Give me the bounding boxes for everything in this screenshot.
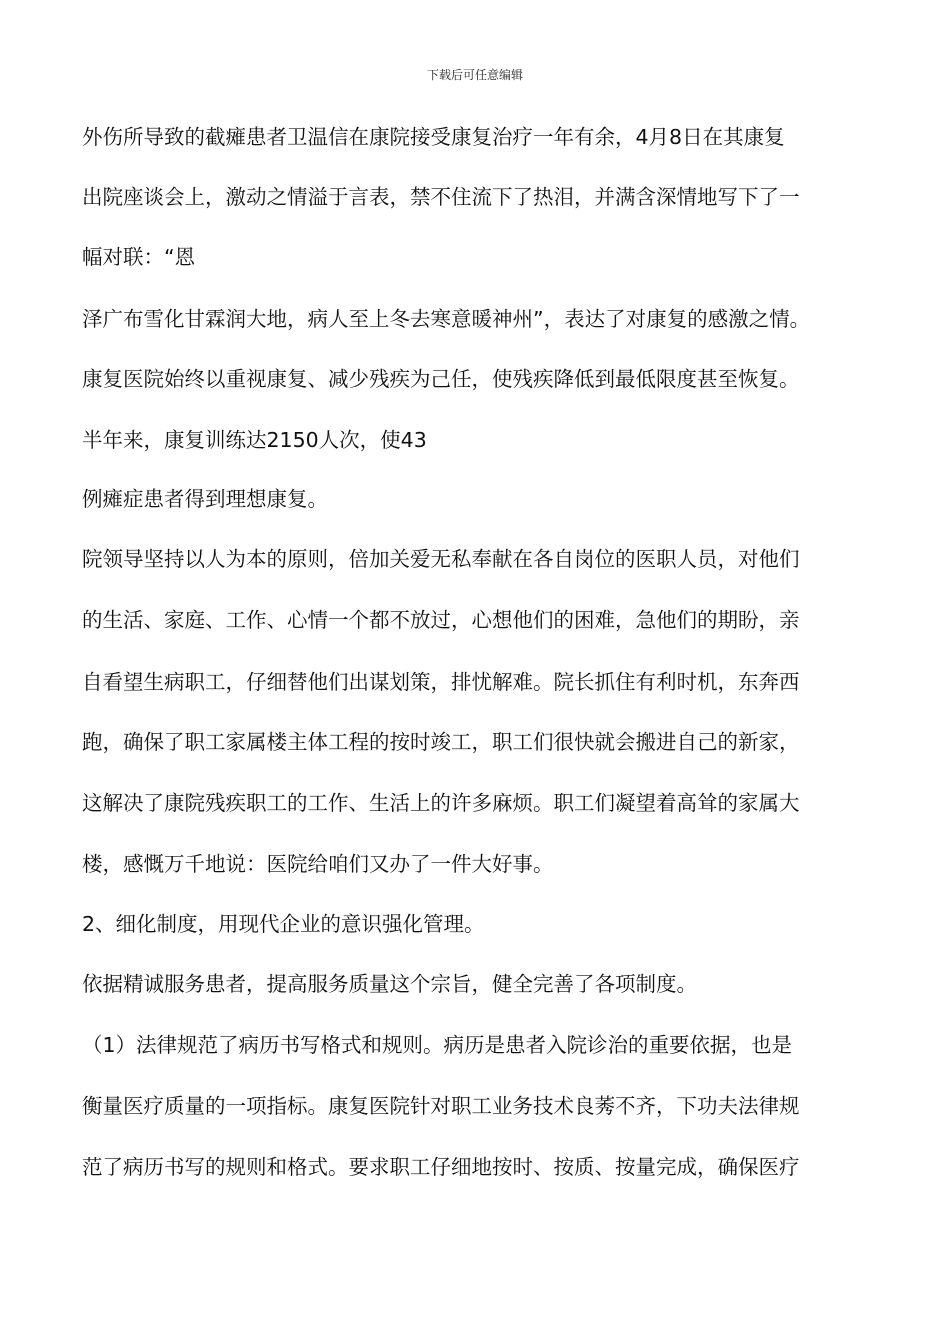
paragraph-line: 跑，确保了职工家属楼主体工程的按时竣工，职工们很快就会搬进自己的新家， — [82, 730, 800, 754]
section-heading: 2、细化制度，用现代企业的意识强化管理。 — [82, 912, 485, 936]
paragraph-line: 例瘫症患者得到理想康复。 — [82, 487, 328, 511]
paragraph-line: 出院座谈会上，激动之情溢于言表，禁不住流下了热泪，并满含深情地写下了一 — [82, 185, 800, 209]
paragraph-line: 衡量医疗质量的一项指标。康复医院针对职工业务技术良莠不齐，下功夫法律规 — [82, 1094, 800, 1118]
paragraph-line: 半年来，康复训练达2150人次，使43 — [82, 428, 427, 452]
paragraph-line: 自看望生病职工，仔细替他们出谋划策，排忧解难。院长抓住有利时机，东奔西 — [82, 670, 800, 694]
paragraph-line: 泽广布雪化甘霖润大地，病人至上冬去寒意暖神州”，表达了对康复的感激之情。 — [82, 307, 811, 331]
paragraph-line: 幅对联：“恩 — [82, 245, 196, 269]
page-header: 下载后可任意编辑 — [426, 68, 523, 82]
paragraph-line: （1）法律规范了病历书写格式和规则。病历是患者入院诊治的重要依据，也是 — [82, 1033, 793, 1057]
paragraph-line: 康复医院始终以重视康复、减少残疾为己任，使残疾降低到最低限度甚至恢复。 — [82, 367, 800, 391]
paragraph-line: 依据精诚服务患者，提高服务质量这个宗旨，健全完善了各项制度。 — [82, 972, 697, 996]
paragraph-line: 这解决了康院残疾职工的工作、生活上的许多麻烦。职工们凝望着高耸的家属大 — [82, 791, 800, 815]
paragraph-line: 的生活、家庭、工作、心情一个都不放过，心想他们的困难，急他们的期盼，亲 — [82, 608, 800, 632]
paragraph-line: 外伤所导致的截瘫患者卫温信在康院接受康复治疗一年有余，4月8日在其康复 — [82, 125, 785, 149]
paragraph-line: 楼，感慨万千地说：医院给咱们又办了一件大好事。 — [82, 852, 554, 876]
paragraph-line: 范了病历书写的规则和格式。要求职工仔细地按时、按质、按量完成，确保医疗 — [82, 1155, 800, 1179]
paragraph-line: 院领导坚持以人为本的原则，倍加关爱无私奉献在各自岗位的医职人员，对他们 — [82, 547, 800, 571]
